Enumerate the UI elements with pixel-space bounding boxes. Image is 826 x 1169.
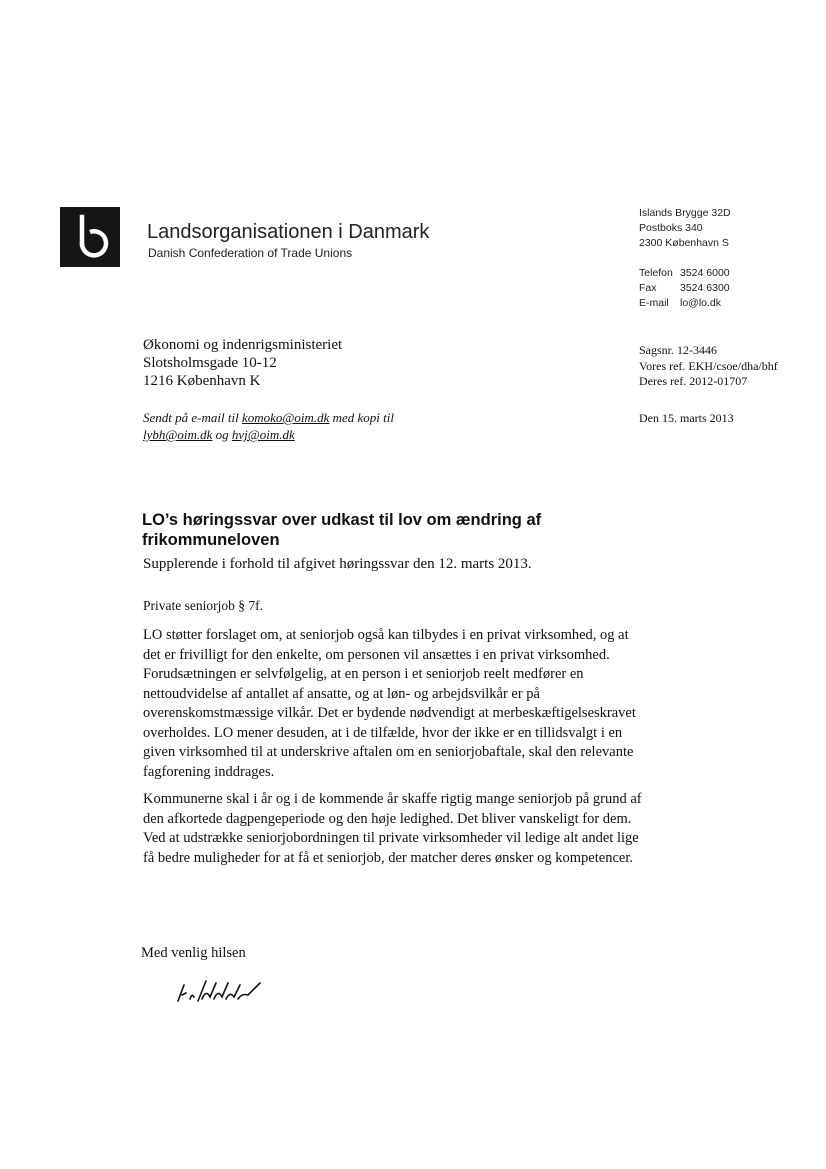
address-line: 2300 København S bbox=[639, 237, 729, 249]
lo-logo-icon bbox=[60, 207, 120, 267]
heading-line: LO’s høringssvar over udkast til lov om ændring af bbox=[142, 511, 542, 529]
paragraph-line: overholdes. LO mener desuden, at i de tilfælde, hvor der ikke er en tillidsvalgt i en bbox=[143, 724, 623, 741]
email-label: E-mail bbox=[639, 297, 669, 309]
reference-block bbox=[639, 343, 778, 390]
paragraph-line: overenskomstmæssige vilkår. Det er bydende nødvendigt at merbeskæftigelseskravet bbox=[143, 705, 636, 721]
our-reference: Vores ref. EKH/csoe/dha/bhf bbox=[639, 358, 778, 373]
email-link-komoko[interactable]: komoko@oim.dk bbox=[241, 410, 330, 425]
paragraph-line: LO støtter forslaget om, at seniorjob også kan tilbydes i en privat virksomhed, og at bbox=[143, 627, 629, 643]
recipient-line: 1216 København K bbox=[143, 373, 261, 389]
email-value[interactable]: lo@lo.dk bbox=[680, 297, 722, 309]
sent-middle: med kopi til bbox=[329, 410, 394, 425]
paragraph-line: Ved at udstrække seniorjobordningen til private virksomheder vil ledige alt andet lige bbox=[143, 830, 639, 846]
email-link-lybh[interactable]: lybh@oim.dk bbox=[143, 427, 213, 442]
letter-subheading: Supplerende i forhold til afgivet høringssvar den 12. marts 2013. bbox=[143, 556, 532, 572]
letter-heading bbox=[142, 510, 622, 550]
paragraph-line: fagforening inddrages. bbox=[143, 763, 275, 780]
closing: Med venlig hilsen bbox=[141, 945, 246, 961]
paragraph-line: Forudsætningen er selvfølgelig, at en person i et seniorjob reelt medfører en bbox=[143, 666, 584, 682]
address-line: Islands Brygge 32D bbox=[639, 207, 731, 219]
phone-label: Telefon bbox=[639, 267, 673, 279]
paragraph-2 bbox=[143, 790, 642, 868]
heading-line: frikommuneloven bbox=[142, 531, 280, 549]
handwritten-signature bbox=[172, 975, 282, 1005]
sent-note bbox=[143, 409, 394, 443]
paragraph-line: det er frivilligt for den enkelte, om personen vil ansættes i en privat virksomhed. bbox=[143, 646, 610, 663]
recipient-address bbox=[143, 336, 342, 390]
recipient-line: Økonomi og indenrigsministeriet bbox=[143, 337, 343, 353]
phone-row bbox=[639, 266, 731, 281]
contact-block bbox=[639, 206, 731, 311]
email-row bbox=[639, 296, 731, 311]
recipient-line: Slotsholmsgade 10-12 bbox=[143, 355, 277, 371]
organization-subtitle: Danish Confederation of Trade Unions bbox=[148, 246, 353, 260]
email-link-hvj[interactable]: hvj@oim.dk bbox=[231, 427, 295, 442]
fax-value: 3524 6300 bbox=[680, 282, 730, 294]
sent-prefix: Sendt på e-mail til bbox=[143, 410, 242, 425]
lo-logo bbox=[60, 207, 120, 267]
case-number: Sagsnr. 12-3446 bbox=[639, 343, 717, 357]
fax-label: Fax bbox=[639, 282, 657, 294]
paragraph-line: Kommunerne skal i år og i de kommende år skaffe rigtig mange seniorjob på grund af bbox=[143, 791, 642, 807]
fax-row bbox=[639, 281, 731, 296]
paragraph-line: given virksomhed til at underskrive aftalen om en seniorjobaftale, skal den relevante bbox=[143, 744, 634, 760]
paragraph-line: nettoudvidelse af antallet af ansatte, og at løn- og arbejdsvilkår er på bbox=[143, 685, 540, 702]
organization-name: Landsorganisationen i Danmark bbox=[147, 221, 430, 243]
sent-og: og bbox=[212, 427, 232, 442]
paragraph-line: få bedre muligheder for at få et seniorjob, der matcher deres ønsker og kompetencer. bbox=[143, 849, 633, 866]
section-label: Private seniorjob § 7f. bbox=[143, 598, 263, 613]
phone-value: 3524 6000 bbox=[680, 267, 730, 279]
address-line: Postboks 340 bbox=[639, 222, 703, 234]
your-reference: Deres ref. 2012-01707 bbox=[639, 374, 748, 388]
paragraph-1 bbox=[143, 626, 636, 782]
letter-date: Den 15. marts 2013 bbox=[639, 411, 734, 425]
paragraph-line: den afkortede dagpengeperiode og den høje ledighed. Det bliver vanskeligt for dem. bbox=[143, 810, 632, 827]
